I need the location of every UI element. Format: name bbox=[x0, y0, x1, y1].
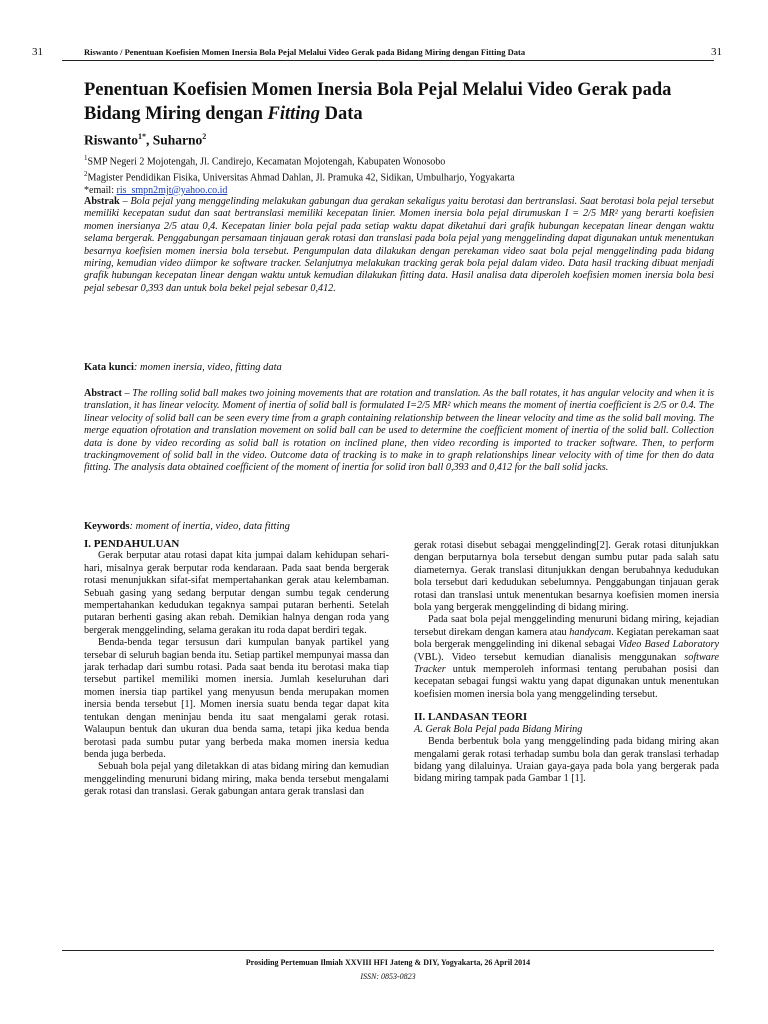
page-number-left: 31 bbox=[32, 46, 43, 58]
abstract-label: Abstract bbox=[84, 388, 122, 399]
author-1: Riswanto bbox=[84, 132, 139, 148]
title-text: Penentuan Koefisien Momen Inersia Bola Pejal Melalui Video Gerak pada Bidang Miring dengan bbox=[84, 80, 672, 124]
author-list bbox=[84, 132, 206, 149]
author-1-mark: * bbox=[142, 132, 147, 141]
kata-kunci-text: : momen inersia, video, fitting data bbox=[133, 362, 282, 373]
author-sep: , bbox=[146, 132, 153, 148]
keywords-text: : moment of inertia, video, data fitting bbox=[129, 521, 290, 532]
affiliations bbox=[84, 152, 515, 197]
title-text-end: Data bbox=[319, 104, 363, 124]
keywords-label: Keywords bbox=[84, 521, 130, 532]
paragraph-4: gerak rotasi disebut sebagai menggelinding[2]. Gerak rotasi ditunjukkan dengan berputarnya bola tersebut dengan sumbu putar pada salah satu diameternya. Gerak translasi ditunjukkan dengan berubahnya kedudukan bola tersebut dari kedudukan sebelumnya. Penggabungan tinjauan gerak rotasi dan translasi untuk menentukan besarnya koefisien momen inersia bola yang bergerak menggelinding di bidang miring. bbox=[414, 540, 719, 614]
left-column bbox=[84, 538, 389, 799]
p5-handycam: handycam bbox=[569, 626, 612, 638]
email-link[interactable]: ris_smpn2mjt@yahoo.co.id bbox=[116, 184, 228, 196]
abstract-block bbox=[84, 388, 714, 475]
page-number-right: 31 bbox=[711, 46, 722, 58]
paragraph-1: Gerak berputar atau rotasi dapat kita jumpai dalam kehidupan sehari-hari, misalnya gerak berputar roda kendaraan. Pada saat benda bergerak rotasi menunjukkan sifat-sifat mempertahankan gerak atau kelembaman. Sebuah gasing yang sedang berputar dengan sumbu tegak cenderung mempertahankan kedudukan tegaknya sampai putaran berhenti. Setelah putaran berhenti gasing akan rebah. Demikian halnya dengan roda yang bergerak menggelinding, selama gerakan itu roda dapat berdiri tegak. bbox=[84, 550, 389, 636]
p5-text-d: untuk memperoleh informasi tentang perubahan posisi dan kecepatan sebagai fungsi waktu yang dapat digunakan untuk menentukan koefisien momen inersia bola yang menggelinding tersebut. bbox=[414, 664, 719, 700]
paragraph-2: Benda-benda tegar tersusun dari kumpulan banyak partikel yang tersebar di seluruh bagian benda itu. Setiap partikel mempunyai massa dan jarak terhadap dari sumbu rotasi. Pada saat benda itu berotasi maka tiap tersebut partikel memiliki momen inersia. Jumlah keseluruhan dari momen inersia tiap partikel yang menyusun benda merupakan momen inersia benda tersebut [1]. Momen inersia suatu benda tegar dapat kita tentukan dengan meninjau benda itu saat mengalami gerak rotasi. Walaupun bentuk dan ukuran dua benda sama, tetapi jika kedua benda berotasi pada sumbu putar yang berbeda maka momen inersia kedua benda juga berbeda. bbox=[84, 637, 389, 760]
running-title: Riswanto / Penentuan Koefisien Momen Inersia Bola Pejal Melalui Video Gerak pada Bidang Miring dengan Fitting Data bbox=[84, 47, 526, 57]
keywords bbox=[84, 521, 290, 532]
subsection-heading: A. Gerak Bola Pejal pada Bidang Miring bbox=[414, 723, 583, 735]
affiliation-1 bbox=[84, 152, 515, 168]
section-heading-landasan: II. LANDASAN TEORI bbox=[414, 711, 528, 724]
issn: ISSN: 0853-0823 bbox=[360, 972, 416, 981]
proceedings-info: Prosiding Pertemuan Ilmiah XXVIII HFI Jateng & DIY, Yogyakarta, 26 April 2014 bbox=[245, 958, 531, 967]
kata-kunci bbox=[84, 362, 282, 373]
affiliation-2-text: Magister Pendidikan Fisika, Universitas Ahmad Dahlan, Jl. Pramuka 42, Sidikan, Umbulharjo, Yogyakarta bbox=[87, 172, 515, 184]
paper-title bbox=[84, 78, 724, 126]
kata-kunci-label: Kata kunci bbox=[84, 362, 134, 373]
affiliation-2-sup: 2 bbox=[84, 170, 88, 179]
p5-text-b: . Kegiatan perekaman saat bola bergerak menggelinding ini dikenal sebagai bbox=[414, 626, 719, 651]
paragraph-5 bbox=[414, 614, 719, 701]
email-line bbox=[84, 185, 515, 197]
affiliation-2 bbox=[84, 168, 515, 184]
abstrak-block bbox=[84, 196, 714, 295]
section-heading-pendahuluan: I. PENDAHULUAN bbox=[84, 538, 180, 550]
page-footer bbox=[62, 950, 714, 983]
abstrak-text: – Bola pejal yang menggelinding melakukan gabungan dua gerakan sekaligus yaitu berotasi dan bertranslasi. Saat berotasi bola pejal tersebut memiliki kecepatan sudut dan saat bertranslasi memiliki kecepatan linier. Momen inersia bola pejal dirumuskan I = 2/5 MR² yang berarti koefisien momen inersianya 2/5 atau 0,4. Kecepatan linier bola pejal pada setiap waktu dapat diketahui dari grafik hubungan kecepatan linear dengan waktu selama bergerak. Penggabungan persamaan tinjauan gerak rotasi dan translasi pada bola pejal yang menggelinding dapat digunakan untuk menentukan besarnya koefisien momen inersia bola tersebut. Pengumpulan data dilakukan dengan perekaman video saat bola pejal menggelinding pada bidang miring, kemudian video diimpor ke software tracker. Selanjutnya melakukan tracking gerak bola pejal dalam video. Data hasil tracking dibuat menjadi grafik hubungan kecepatan linear dengan waktu untuk kemudian dilakukan fitting data. Hasil analisa data diperoleh koefisien momen inersia bola besi pejal sebesar 0,393 dan untuk bola bekel pejal sebesar 0,412. bbox=[84, 196, 714, 294]
affiliation-1-sup: 1 bbox=[84, 154, 88, 162]
paragraph-6: Benda berbentuk bola yang menggelinding pada bidang miring akan mengalami gerak rotasi terhadap sumbu bola dan gerak translasi terhadap bidang yang dilaluinya. Uraian gaya-gaya pada bola yang bergerak pada bidang miring tampak pada Gambar 1 [1]. bbox=[414, 736, 719, 785]
affiliation-1-text: SMP Negeri 2 Mojotengah, Jl. Candirejo, Kecamatan Mojotengah, Kabupaten Wonosobo bbox=[87, 156, 446, 168]
author-1-sup: 1 bbox=[138, 132, 143, 141]
p5-text-c: (VBL). Video tersebut kemudian dianalisis menggunakan bbox=[414, 651, 685, 663]
right-column bbox=[414, 540, 719, 786]
p5-software: software Tracker bbox=[414, 651, 719, 676]
p5-text-a: Pada saat bola pejal menggelinding menuruni bidang miring, kejadian tersebut direkam dengan kamera atau bbox=[414, 614, 719, 638]
author-2-sup: 2 bbox=[202, 132, 207, 141]
abstrak-label: Abstrak bbox=[84, 196, 120, 207]
paragraph-3: Sebuah bola pejal yang diletakkan di atas bidang miring dan kemudian menggelinding menuruni bidang miring, maka benda tersebut mengalami gerak rotasi dan translasi. Gerak gabungan antara gerak translasi dan bbox=[84, 761, 389, 798]
author-2: Suharno bbox=[152, 132, 203, 148]
abstract-text: – The rolling solid ball makes two joining movements that are rotation and translation. As the ball rotates, it has angular velocity and when it is translation, it has linear velocity. Moment of inertia of solid ball is formulated I=2/5 MR² which means the moment of inertia coefficient is 2/5 or 0.4. The linear velocity of solid ball can be seen every time from a graph containing relationship between the linear velocity and time as the solid ball moving. The merge equation ofrotation and translation movement on solid ball can be used to determine the coefficient moment of inertia of the solid ball. Collection data is done by video recording as solid ball is rotation on inclined plane, then video recording is imported to tracker software. Then, to perform trackingmovement of solid ball in the video. Outcome data of tracking is to make in to graph relationships linear velocity with of time for then do data fitting. The analysis data obtained coefficient of the moment of inertia for solid iron ball 0,393 and 0,412 for the ball solid jacks. bbox=[84, 388, 714, 474]
running-header bbox=[32, 40, 722, 61]
p5-vbl: Video Based Laboratory bbox=[618, 639, 719, 651]
email-label: *email: bbox=[84, 184, 117, 196]
title-italic: Fitting bbox=[267, 104, 320, 124]
